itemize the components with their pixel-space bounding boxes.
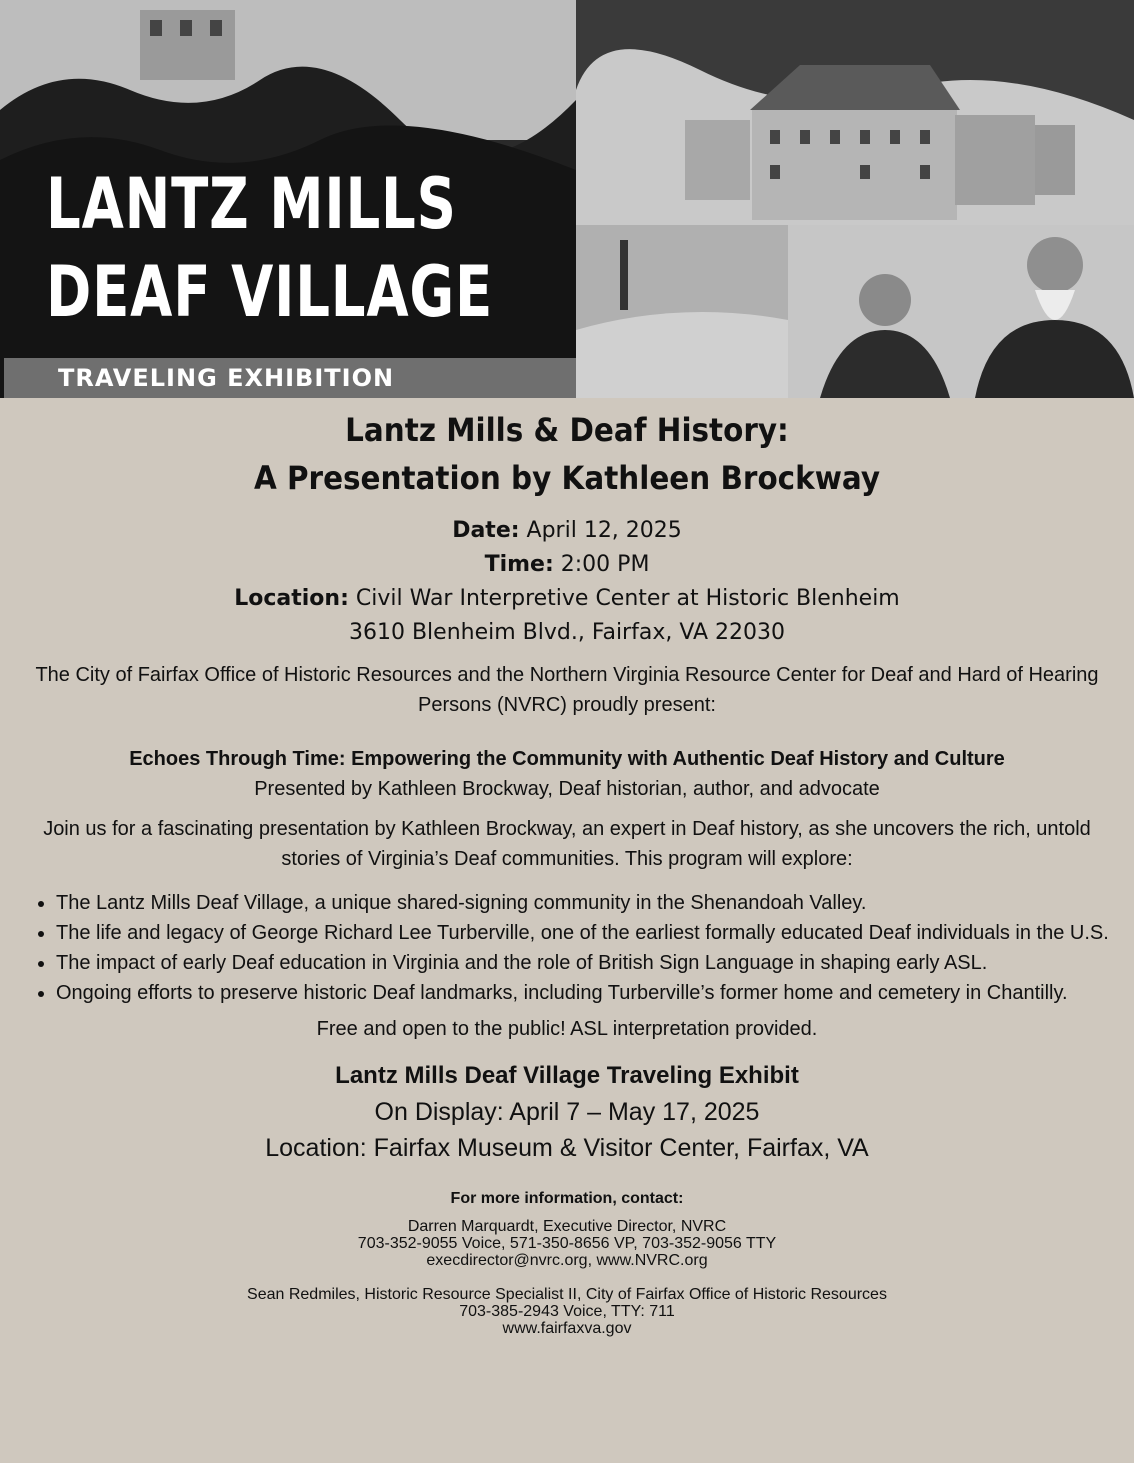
contact-web[interactable]: execdirector@nvrc.org, www.NVRC.org [426,1252,708,1269]
flyer-content [0,398,1134,1337]
topic-list [18,888,1116,1008]
header-banner [0,0,1134,398]
list-item: • Ongoing efforts to preserve historic Deaf landmarks, including Turberville’s former home and cemetery in Chantilly. [56,978,1116,1008]
presentation-title [45,406,1088,502]
exhibit-title: Lantz Mills Deaf Village Traveling Exhibit [335,1062,799,1089]
time-label: Time: [484,552,554,577]
program-presenter: Presented by Kathleen Brockway, Deaf historian, author, and advocate [254,778,880,800]
program-block [0,744,1134,804]
location-label: Location: [234,586,349,611]
time-value: 2:00 PM [553,552,650,577]
banner-subtitle: TRAVELING EXHIBITION [4,358,576,398]
exhibit-display-dates: On Display: April 7 – May 17, 2025 [374,1098,760,1126]
contact-phones: 703-385-2943 Voice, TTY: 711 [459,1303,675,1320]
date-label: Date: [452,518,520,543]
contact-web[interactable]: www.fairfaxva.gov [502,1320,632,1337]
banner-title-line2: DEAF VILLAGE [46,251,494,333]
list-item: • The impact of early Deaf education in Virginia and the role of British Sign Language in shaping early ASL. [56,948,1116,978]
intro-text: The City of Fairfax Office of Historic Resources and the Northern Virginia Resource Center for Deaf and Hard of Hearing Persons (NVRC) proudly present: [35,664,1099,716]
banner-title [46,160,493,336]
contact-phones: 703-352-9055 Voice, 571-350-8656 VP, 703-352-9056 TTY [357,1235,777,1252]
contact-fairfax [0,1286,1134,1337]
event-details [0,514,1134,650]
presentation-title-line2: A Presentation by Kathleen Brockway [253,459,881,497]
event-time [0,548,1134,582]
list-item: • The life and legacy of George Richard Lee Turberville, one of the earliest formally educated Deaf individuals in the U.S. [56,918,1116,948]
exhibit-location: Location: Fairfax Museum & Visitor Center, Fairfax, VA [265,1134,869,1162]
list-item: • The Lantz Mills Deaf Village, a unique shared-signing community in the Shenandoah Valley. [56,888,1116,918]
contact-name: Darren Marquardt, Executive Director, NVRC [407,1218,727,1235]
program-title: Echoes Through Time: Empowering the Community with Authentic Deaf History and Culture [129,748,1005,770]
description-text: Join us for a fascinating presentation by Kathleen Brockway, an expert in Deaf history, as she uncovers the rich, untold stories of Virginia’s Deaf communities. This program will explore: [43,818,1091,870]
event-date [0,514,1134,548]
date-value: April 12, 2025 [519,518,682,543]
presentation-title-line1: Lantz Mills & Deaf History: [345,411,789,449]
banner-title-line1: LANTZ MILLS [46,163,457,245]
event-address: 3610 Blenheim Blvd., Fairfax, VA 22030 [348,620,786,645]
event-location [0,582,1134,616]
location-value: Civil War Interpretive Center at Historic Blenheim [348,586,900,611]
contact-name: Sean Redmiles, Historic Resource Specialist II, City of Fairfax Office of Historic Resources [247,1286,887,1303]
contact-heading: For more information, contact: [450,1190,684,1207]
free-note: Free and open to the public! ASL interpretation provided. [316,1018,818,1040]
contact-nvrc [0,1218,1134,1269]
